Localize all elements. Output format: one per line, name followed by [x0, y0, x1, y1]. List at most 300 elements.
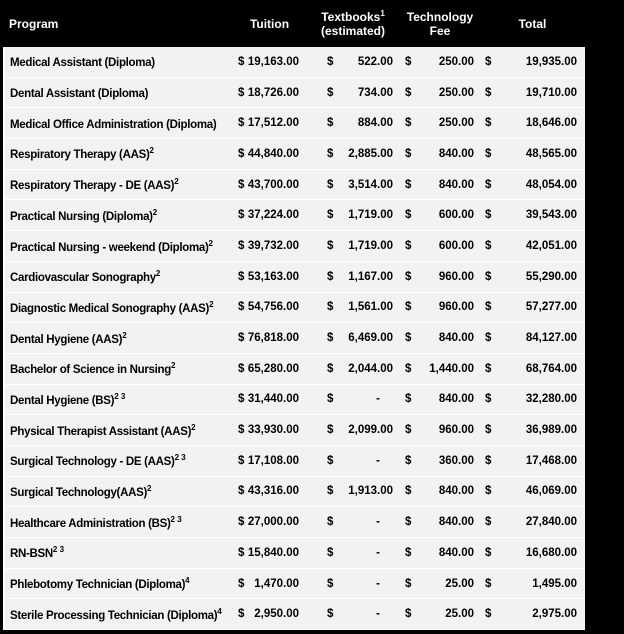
- technology-fee-cell: [400, 271, 480, 283]
- tuition-cell-amount: 1,470.00: [254, 577, 299, 590]
- header-technology-fee: [400, 10, 480, 38]
- total-cell-amount: 46,069.00: [525, 485, 577, 498]
- dollar-sign: $: [405, 362, 412, 375]
- header-program-label: Program: [9, 16, 59, 31]
- tuition-cell-amount: 76,818.00: [247, 332, 299, 345]
- tuition-cell-amount: 27,000.00: [247, 516, 299, 529]
- tuition-cell: [233, 424, 306, 436]
- tuition-cell-amount: 43,316.00: [247, 485, 299, 498]
- program-cell: [5, 423, 233, 438]
- total-cell-amount: 1,495.00: [532, 577, 577, 590]
- program-name: Surgical Technology(AAS): [10, 486, 147, 499]
- textbooks-cell: [306, 148, 400, 160]
- tuition-cell: [233, 240, 306, 252]
- dollar-sign: $: [405, 454, 412, 467]
- textbooks-cell-amount: -: [376, 546, 380, 559]
- dollar-sign: $: [327, 577, 334, 590]
- table-row: [5, 477, 585, 508]
- technology-fee-cell-amount: 840.00: [438, 546, 474, 559]
- dollar-sign: $: [485, 239, 492, 252]
- table-row: [5, 569, 585, 600]
- table-row: [5, 446, 585, 477]
- dollar-sign: $: [327, 178, 334, 191]
- total-cell-amount: 16,680.00: [525, 546, 577, 559]
- total-cell-amount: 68,764.00: [525, 362, 577, 375]
- program-cell: [5, 116, 233, 131]
- dollar-sign: $: [485, 270, 492, 283]
- dollar-sign: $: [485, 608, 492, 621]
- program-name: Dental Hygiene (BS): [10, 394, 115, 407]
- program-cell: [5, 177, 233, 192]
- program-cell: [5, 392, 233, 407]
- dollar-sign: $: [238, 577, 245, 590]
- total-cell: [480, 516, 585, 528]
- program-cell: [5, 453, 233, 468]
- table-row: [5, 599, 585, 630]
- dollar-sign: $: [485, 147, 492, 160]
- dollar-sign: $: [485, 86, 492, 99]
- program-cell: [5, 300, 233, 315]
- dollar-sign: $: [327, 332, 334, 345]
- total-cell: [480, 485, 585, 497]
- total-cell-amount: 32,280.00: [525, 393, 577, 406]
- tuition-cell-amount: 31,440.00: [247, 393, 299, 406]
- footnote-marker: 2: [171, 361, 176, 371]
- footnote-marker: 1: [380, 8, 385, 18]
- total-cell: [480, 240, 585, 252]
- textbooks-cell: [306, 87, 400, 99]
- dollar-sign: $: [405, 86, 412, 99]
- footnote-marker: 2 3: [174, 453, 186, 463]
- tuition-cell: [233, 485, 306, 497]
- tuition-cell: [233, 363, 306, 375]
- table-row: [5, 538, 585, 569]
- tuition-cell: [233, 608, 306, 620]
- dollar-sign: $: [238, 362, 245, 375]
- textbooks-cell-amount: 734.00: [357, 86, 393, 99]
- program-name: Surgical Technology - DE (AAS): [10, 456, 175, 469]
- program-name: Phlebotomy Technician (Diploma): [10, 578, 186, 591]
- program-name: Diagnostic Medical Sonography (AAS): [10, 302, 210, 315]
- program-name: Bachelor of Science in Nursing: [10, 364, 171, 377]
- footnote-marker: 2: [152, 207, 158, 217]
- textbooks-cell-amount: -: [376, 577, 380, 590]
- textbooks-cell: [306, 393, 400, 405]
- dollar-sign: $: [238, 270, 245, 283]
- program-cell: [5, 361, 233, 376]
- dollar-sign: $: [485, 485, 492, 498]
- dollar-sign: $: [327, 209, 334, 222]
- dollar-sign: $: [238, 209, 245, 222]
- total-cell-amount: 17,468.00: [525, 454, 577, 467]
- textbooks-cell-amount: 1,719.00: [348, 239, 393, 252]
- dollar-sign: $: [327, 301, 334, 314]
- program-cell: [5, 146, 233, 161]
- tuition-cell-amount: 65,280.00: [247, 362, 299, 375]
- tuition-cell-amount: 2,950.00: [254, 608, 299, 621]
- header-program: [5, 17, 233, 31]
- technology-fee-cell: [400, 485, 480, 497]
- program-cell: [5, 54, 233, 69]
- table-row: [5, 231, 585, 262]
- technology-fee-cell-amount: 840.00: [438, 332, 474, 345]
- footnote-marker: 2: [149, 146, 154, 156]
- technology-fee-cell: [400, 117, 480, 129]
- textbooks-cell-amount: 2,885.00: [348, 147, 393, 160]
- total-cell-amount: 55,290.00: [525, 270, 577, 283]
- tuition-cell: [233, 87, 306, 99]
- tuition-cell: [233, 209, 306, 221]
- program-cell: [5, 607, 233, 622]
- technology-fee-cell: [400, 209, 480, 221]
- total-cell-amount: 84,127.00: [525, 332, 577, 345]
- tuition-cell-amount: 17,512.00: [247, 117, 299, 130]
- table-header-row: [5, 0, 585, 47]
- header-textbooks-line2: (estimated): [320, 23, 385, 38]
- textbooks-cell-amount: 884.00: [357, 117, 393, 130]
- textbooks-cell: [306, 271, 400, 283]
- dollar-sign: $: [238, 117, 245, 130]
- technology-fee-cell: [400, 301, 480, 313]
- program-name: Medical Assistant (Diploma): [10, 57, 155, 70]
- dollar-sign: $: [485, 454, 492, 467]
- textbooks-cell-amount: 1,167.00: [348, 270, 393, 283]
- total-cell: [480, 117, 585, 129]
- dollar-sign: $: [405, 147, 412, 160]
- dollar-sign: $: [485, 301, 492, 314]
- textbooks-cell-amount: 1,561.00: [348, 301, 393, 314]
- table-row: [5, 108, 585, 139]
- textbooks-cell-amount: 1,719.00: [348, 209, 393, 222]
- textbooks-cell-amount: -: [376, 608, 380, 621]
- footnote-marker: 2: [208, 238, 213, 248]
- technology-fee-cell: [400, 608, 480, 620]
- tuition-cell: [233, 455, 306, 467]
- technology-fee-cell-amount: 250.00: [438, 55, 474, 68]
- footnote-marker: 2 3: [114, 391, 126, 401]
- dollar-sign: $: [238, 147, 245, 160]
- total-cell: [480, 393, 585, 405]
- dollar-sign: $: [405, 546, 412, 559]
- total-cell-amount: 18,646.00: [525, 117, 577, 130]
- technology-fee-cell-amount: 960.00: [438, 301, 474, 314]
- program-name: Respiratory Therapy - DE (AAS): [10, 180, 175, 192]
- program-name: Physical Therapist Assistant (AAS): [10, 425, 192, 438]
- textbooks-cell: [306, 240, 400, 252]
- dollar-sign: $: [405, 608, 412, 621]
- tuition-cell: [233, 578, 306, 590]
- total-cell: [480, 148, 585, 160]
- technology-fee-cell-amount: 840.00: [438, 516, 474, 529]
- program-name: Medical Office Administration (Diploma): [10, 118, 217, 131]
- tuition-cell-amount: 37,224.00: [247, 209, 299, 222]
- total-cell-amount: 48,054.00: [525, 178, 577, 191]
- table-row: [5, 262, 585, 293]
- textbooks-cell: [306, 117, 400, 129]
- total-cell: [480, 424, 585, 436]
- dollar-sign: $: [405, 301, 412, 314]
- technology-fee-cell: [400, 578, 480, 590]
- tuition-cell-amount: 53,163.00: [247, 270, 299, 283]
- dollar-sign: $: [485, 209, 492, 222]
- dollar-sign: $: [405, 270, 412, 283]
- textbooks-cell: [306, 56, 400, 68]
- header-textbooks-line1: Textbooks$^1$: [321, 8, 385, 24]
- dollar-sign: $: [485, 117, 492, 130]
- textbooks-cell: [306, 424, 400, 436]
- dollar-sign: $: [485, 55, 492, 68]
- technology-fee-cell: [400, 332, 480, 344]
- dollar-sign: $: [238, 393, 245, 406]
- tuition-cell: [233, 148, 306, 160]
- dollar-sign: $: [238, 546, 245, 559]
- tuition-cell-amount: 17,108.00: [247, 454, 299, 467]
- program-cell: [5, 269, 233, 284]
- dollar-sign: $: [238, 239, 245, 252]
- dollar-sign: $: [327, 485, 334, 498]
- technology-fee-cell-amount: 250.00: [438, 117, 474, 130]
- total-cell-amount: 36,989.00: [525, 424, 577, 437]
- textbooks-cell: [306, 578, 400, 590]
- dollar-sign: $: [405, 485, 412, 498]
- program-cell: [5, 576, 233, 591]
- technology-fee-cell-amount: 960.00: [438, 270, 474, 283]
- footnote-marker: 4: [185, 576, 190, 586]
- total-cell: [480, 363, 585, 375]
- table-row: [5, 47, 585, 78]
- program-name: Dental Hygiene (AAS): [10, 333, 123, 346]
- technology-fee-cell-amount: 840.00: [438, 485, 474, 498]
- program-cell: [5, 239, 233, 254]
- footnote-marker: 2: [155, 269, 161, 279]
- dollar-sign: $: [238, 424, 245, 437]
- program-cell: [5, 484, 233, 499]
- dollar-sign: $: [485, 178, 492, 191]
- tuition-cell-amount: 44,840.00: [247, 147, 299, 160]
- dollar-sign: $: [327, 608, 334, 621]
- textbooks-cell: [306, 485, 400, 497]
- technology-fee-cell: [400, 363, 480, 375]
- technology-fee-cell-amount: 250.00: [438, 86, 474, 99]
- dollar-sign: $: [405, 178, 412, 191]
- total-cell-amount: 48,565.00: [525, 147, 577, 160]
- dollar-sign: $: [485, 393, 492, 406]
- textbooks-cell-amount: -: [376, 516, 380, 529]
- technology-fee-cell: [400, 240, 480, 252]
- textbooks-cell-amount: -: [376, 454, 380, 467]
- technology-fee-cell: [400, 56, 480, 68]
- textbooks-cell: [306, 608, 400, 620]
- technology-fee-cell: [400, 516, 480, 528]
- textbooks-cell: [306, 547, 400, 559]
- textbooks-cell: [306, 179, 400, 191]
- technology-fee-cell: [400, 148, 480, 160]
- textbooks-cell: [306, 209, 400, 221]
- program-cell: [5, 515, 233, 530]
- textbooks-cell: [306, 301, 400, 313]
- textbooks-cell: [306, 455, 400, 467]
- total-cell-amount: 57,277.00: [525, 301, 577, 314]
- dollar-sign: $: [238, 516, 245, 529]
- dollar-sign: $: [327, 117, 334, 130]
- dollar-sign: $: [238, 332, 245, 345]
- dollar-sign: $: [238, 485, 245, 498]
- total-cell-amount: 42,051.00: [525, 239, 577, 252]
- dollar-sign: $: [405, 117, 412, 130]
- tuition-cell: [233, 56, 306, 68]
- dollar-sign: $: [327, 516, 334, 529]
- total-cell-amount: 2,975.00: [532, 608, 577, 621]
- dollar-sign: $: [327, 546, 334, 559]
- total-cell: [480, 56, 585, 68]
- textbooks-cell-amount: 2,099.00: [348, 424, 393, 437]
- technology-fee-cell-amount: 840.00: [438, 393, 474, 406]
- tuition-cell: [233, 332, 306, 344]
- tuition-cell-amount: 33,930.00: [247, 424, 299, 437]
- header-technology-line2: Fee: [429, 23, 451, 38]
- total-cell: [480, 578, 585, 590]
- table-row: [5, 354, 585, 385]
- table-row: [5, 200, 585, 231]
- dollar-sign: $: [405, 393, 412, 406]
- dollar-sign: $: [405, 332, 412, 345]
- dollar-sign: $: [485, 424, 492, 437]
- dollar-sign: $: [405, 516, 412, 529]
- total-cell-amount: 19,935.00: [525, 55, 577, 68]
- footnote-marker: 4: [217, 606, 222, 616]
- technology-fee-cell: [400, 424, 480, 436]
- tuition-cell: [233, 117, 306, 129]
- header-technology-line1: Technology: [406, 9, 474, 24]
- header-tuition-label: Tuition: [249, 16, 290, 31]
- dollar-sign: $: [485, 516, 492, 529]
- program-cell: [5, 85, 233, 100]
- dollar-sign: $: [238, 55, 245, 68]
- tuition-cell: [233, 547, 306, 559]
- footnote-marker: 2: [209, 299, 214, 309]
- tuition-cell: [233, 179, 306, 191]
- header-total-label: Total: [518, 16, 547, 31]
- textbooks-cell-amount: 2,044.00: [348, 362, 393, 375]
- tuition-cell-amount: 18,726.00: [247, 86, 299, 99]
- dollar-sign: $: [405, 424, 412, 437]
- tuition-cell-amount: 43,700.00: [247, 178, 299, 191]
- technology-fee-cell: [400, 87, 480, 99]
- dollar-sign: $: [485, 362, 492, 375]
- footnote-marker: 2: [147, 484, 152, 494]
- total-cell-amount: 39,543.00: [525, 209, 577, 222]
- tuition-cell-amount: 19,163.00: [247, 55, 299, 68]
- dollar-sign: $: [327, 239, 334, 252]
- total-cell: [480, 87, 585, 99]
- footnote-marker: 2 3: [52, 545, 65, 555]
- dollar-sign: $: [485, 546, 492, 559]
- table-row: [5, 78, 585, 109]
- tuition-cell-amount: 15,840.00: [247, 546, 299, 559]
- total-cell: [480, 332, 585, 344]
- dollar-sign: $: [327, 270, 334, 283]
- dollar-sign: $: [405, 577, 412, 590]
- dollar-sign: $: [327, 147, 334, 160]
- technology-fee-cell-amount: 840.00: [438, 178, 474, 191]
- program-name: Practical Nursing (Diploma): [10, 210, 153, 223]
- technology-fee-cell: [400, 455, 480, 467]
- dollar-sign: $: [238, 608, 245, 621]
- table-row: [5, 415, 585, 446]
- total-cell: [480, 547, 585, 559]
- tuition-cell: [233, 271, 306, 283]
- tuition-cell-amount: 54,756.00: [247, 301, 299, 314]
- program-name: Sterile Processing Technician (Diploma): [10, 609, 218, 622]
- program-cell: [5, 331, 233, 346]
- total-cell: [480, 608, 585, 620]
- textbooks-cell-amount: 522.00: [357, 55, 393, 68]
- dollar-sign: $: [327, 55, 334, 68]
- footnote-marker: 2: [174, 177, 179, 187]
- program-name: Cardiovascular Sonography: [10, 272, 156, 285]
- total-cell-amount: 27,840.00: [525, 516, 577, 529]
- dollar-sign: $: [238, 86, 245, 99]
- tuition-cell-amount: 39,732.00: [247, 239, 299, 252]
- dollar-sign: $: [327, 424, 334, 437]
- table-row: [5, 507, 585, 538]
- table-row: [5, 323, 585, 354]
- total-cell: [480, 209, 585, 221]
- program-cell: [5, 545, 233, 560]
- dollar-sign: $: [238, 178, 245, 191]
- technology-fee-cell-amount: 1,440.00: [429, 362, 474, 375]
- dollar-sign: $: [327, 393, 334, 406]
- dollar-sign: $: [327, 454, 334, 467]
- table-header: [0, 0, 624, 47]
- dollar-sign: $: [405, 209, 412, 222]
- header-tuition: [233, 17, 306, 31]
- program-name: Dental Assistant (Diploma): [10, 87, 149, 100]
- table-row: [5, 385, 585, 416]
- textbooks-cell-amount: 3,514.00: [348, 178, 393, 191]
- technology-fee-cell: [400, 393, 480, 405]
- tuition-cell: [233, 516, 306, 528]
- technology-fee-cell: [400, 179, 480, 191]
- program-name: Healthcare Administration (BS): [10, 517, 171, 530]
- technology-fee-cell-amount: 600.00: [438, 239, 474, 252]
- total-cell-amount: 19,710.00: [525, 86, 577, 99]
- dollar-sign: $: [327, 86, 334, 99]
- program-name: Practical Nursing - weekend (Diploma): [10, 241, 209, 254]
- table-body: [3, 47, 585, 630]
- table-row: [5, 170, 585, 201]
- footnote-marker: 2: [122, 330, 127, 340]
- technology-fee-cell-amount: 840.00: [438, 147, 474, 160]
- program-name: RN-BSN: [10, 548, 53, 561]
- total-cell: [480, 455, 585, 467]
- textbooks-cell: [306, 516, 400, 528]
- total-cell: [480, 271, 585, 283]
- header-textbooks: [306, 10, 400, 38]
- textbooks-cell-amount: 6,469.00: [348, 332, 393, 345]
- technology-fee-cell: [400, 547, 480, 559]
- total-cell: [480, 179, 585, 191]
- footnote-marker: 2 3: [170, 514, 182, 524]
- tuition-cell: [233, 301, 306, 313]
- dollar-sign: $: [405, 239, 412, 252]
- program-cell: [5, 208, 233, 223]
- textbooks-cell-amount: -: [376, 393, 380, 406]
- header-total: [480, 17, 585, 31]
- dollar-sign: $: [327, 362, 334, 375]
- program-name: Respiratory Therapy (AAS): [10, 149, 150, 162]
- technology-fee-cell-amount: 360.00: [438, 454, 474, 467]
